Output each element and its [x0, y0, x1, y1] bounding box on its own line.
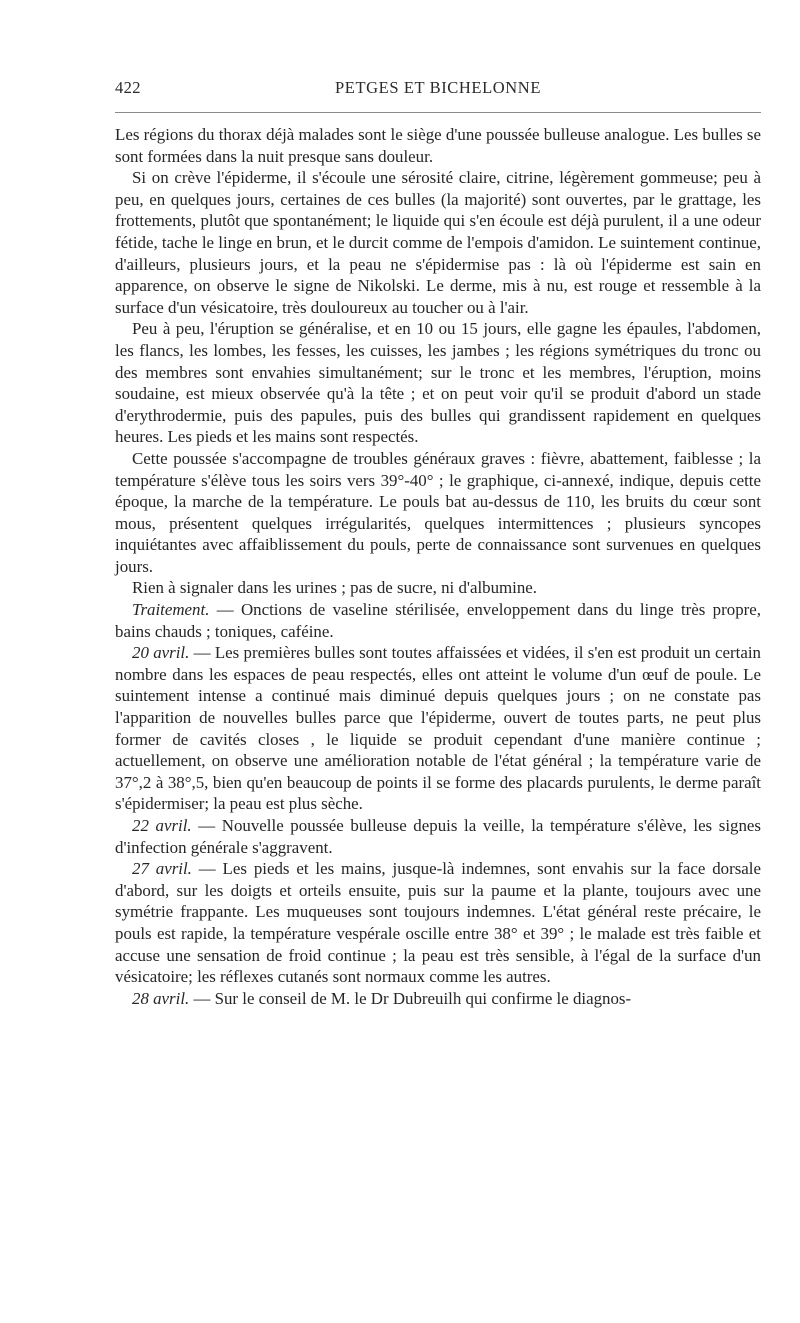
paragraph: Traitement. — Onctions de vaseline stérilisée, enveloppement dans du linge très propre, bains chauds ; toniques, caféine. [115, 600, 761, 641]
paragraph: 28 avril. — Sur le conseil de M. le Dr Dubreuilh qui confirme le diagnos- [132, 988, 632, 1008]
date-lead: 22 avril. [132, 816, 192, 835]
paragraph: Les régions du thorax déjà malades sont le siège d'une poussée bulleuse analogue. Les bulles se sont formées dans la nuit presque sans douleur. [115, 125, 761, 166]
running-head [115, 74, 761, 104]
date-lead: 27 avril. [132, 859, 192, 879]
paragraph: 22 avril. — Nouvelle poussée bulleuse depuis la veille, la température s'élève, les signes d'infection générale s'aggravent. [115, 816, 761, 857]
paragraph: Si on crève l'épiderme, il s'écoule une sérosité claire, citrine, légèrement gommeuse; peu à peu, en quelques jours, certaines de ces bulles (la majorité) sont ouvertes, par le grattage, les frottements, plutôt que spontanément; le liquide qui s'en écoule est déjà purulent, il a une odeur fétide, tache le linge en brun, et le durcit comme de l'empois d'amidon. Le suintement continue, d'ailleurs, plusieurs jours, et la peau ne s'épidermise pas : là où l'épiderme est sain en apparence, on observe le signe de Nikolski. Le derme, mis à nu, est rouge et ressemble à la surface d'un vésicatoire, très douloureux au toucher ou à l'air. [115, 168, 761, 317]
paragraph: Peu à peu, l'éruption se généralise, et en 10 ou 15 jours, elle gagne les épaules, l'abdomen, les flancs, les lombes, les fesses, les cuisses, les jambes ; les régions symétriques du tronc ou des membres sont envahies simultanément; sur le tronc et les membres, l'éruption, moins soudaine, est mieux observée qu'à la tête ; et on peut voir qu'il se produit d'abord un stade d'erythrodermie, puis des papules, puis des bulles qui grandissent rapidement en quelques heures. Les pieds et les mains sont respectés. [115, 319, 761, 447]
date-lead: 28 avril. [132, 988, 190, 1008]
paragraph: Cette poussée s'accompagne de troubles généraux graves : fièvre, abattement, faiblesse ; la température s'élève tous les soirs vers 39°-40° ; le graphique, ci-annexé, indique, depuis cette époque, la marche de la température. Le pouls bat au-dessus de 110, les bruits du cœur sont mous, présentent quelques irrégularités, quelques intermittences ; plusieurs syncopes inquiétantes avec affaiblissement du pouls, perte de connaissance sont survenues en quelques jours. [115, 448, 761, 576]
section-lead: Traitement. [132, 600, 210, 620]
page-number: 422 [115, 78, 141, 97]
paragraph: Rien à signaler dans les urines ; pas de sucre, ni d'albumine. [132, 578, 538, 598]
header-rule [115, 112, 761, 113]
paragraph: 27 avril. — Les pieds et les mains, jusque-là indemnes, sont envahis sur la face dorsale d'abord, sur les doigts et orteils ensuite, puis sur la paume et la plante, toujours avec une symétrie frappante. Les muqueuses sont toujours indemnes. L'état général reste précaire, le pouls est rapide, la température vespérale oscille entre 38° et 39° ; le malade est très faible et accuse une sensation de froid continue ; la peau est très sensible, à l'égal de la surface d'un vésicatoire; les réflexes cutanés sont normaux comme les autres. [115, 859, 761, 987]
date-lead: 20 avril. [132, 643, 190, 663]
paragraph: 20 avril. — Les premières bulles sont toutes affaissées et vidées, il s'en est produit un certain nombre dans les espaces de peau respectés, elles ont atteint le volume d'un œuf de poule. Le suintement intense a continué mais diminué depuis quelques jours ; on ne constate pas l'apparition de nouvelles bulles parce que l'épiderme, ouvert de toutes parts, ne peut plus former de cavités closes , le liquide se produit cependant d'une manière continue ; actuellement, on observe une amélioration notable de l'état général ; la température varie de 37°,2 à 38°,5, bien qu'en beaucoup de points il se forme des placards purulents, le derme paraît s'épidermiser; la peau est plus sèche. [115, 643, 761, 814]
page-body [115, 124, 761, 1009]
running-title: PETGES ET BICHELONNE [334, 78, 542, 97]
book-page [115, 74, 761, 1008]
